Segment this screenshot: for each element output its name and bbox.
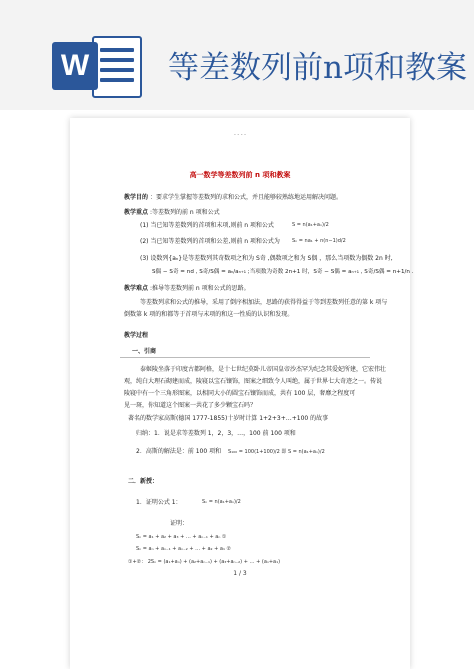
proof-formula: Sₙ = n(a₁+aₙ)/2 xyxy=(202,499,241,505)
para-1b: 倒数第 k 项的和都等于首项与末项的和这一性质的认识和发现。 xyxy=(124,311,294,318)
banner xyxy=(0,0,474,110)
item-3-relations: S偶 − S奇 = nd , S奇/S偶 = aₙ/aₙ₊₁ ;当项数为奇数 2n+1 时，S奇 − S偶 = aₙ₊₁ , S奇/S偶 = n+1/n . xyxy=(152,269,414,275)
gauss-story: 著名的数学家高斯(德国 1777-1855)十岁时计算 1+2+3+…+100 的故事 xyxy=(128,415,329,422)
goal-label: 教学目的 xyxy=(124,194,149,201)
process-label: 教学过程 xyxy=(124,332,149,339)
story-line-4: 见一斑，你知道这个图案一共花了多少颗宝石吗？ xyxy=(124,402,257,409)
header-mark: - - - - xyxy=(234,132,246,138)
page-number: 1 / 3 xyxy=(233,570,247,577)
focus-label: 教学重点 xyxy=(124,209,149,216)
proof-label: 证明： xyxy=(170,520,189,527)
word-line xyxy=(100,58,134,62)
proof-line-2: Sₙ = aₙ + aₙ₋₁ + aₙ₋₂ + … + a₂ + a₁ ② xyxy=(136,546,232,552)
focus-text: :等差数列的前 n 项和公式 xyxy=(150,209,220,216)
proof-title: 1．证明公式 1： xyxy=(136,499,182,506)
goal-text: ：要求学生掌握等差数列的求和公式，并且能够较熟练地运用解决问题。 xyxy=(150,194,343,201)
word-sheet-shape xyxy=(92,36,142,98)
para-1: 等差数列求和公式的推导，采用了倒序相加法，思路的获得得益于等到差数列任意的第 k 项与 xyxy=(140,299,388,306)
step-1: 归纳：1．说是求等差数列 1，2，3，…，100 前 100 项和 xyxy=(136,430,296,437)
difficulty-label: 教学难点 xyxy=(124,285,149,292)
new-lesson-label: 二．新授： xyxy=(128,478,159,485)
story-line-1: 泰姬陵坐落于印度古都阿格，是十七世纪莫卧儿帝国皇帝沙杰罕为纪念其爱妃所建，它宏伟壮 xyxy=(140,366,387,373)
word-logo-letter: W xyxy=(52,42,98,90)
step-2-formula: S₁₀₀ = 100(1+100)/2 即 S = n(a₁+aₙ)/2 xyxy=(228,449,325,455)
word-line xyxy=(100,78,134,82)
item-2-formula: Sₙ = na₁ + n(n−1)d/2 xyxy=(292,238,346,244)
step-2: 2．高斯的解法是：前 100 项和 xyxy=(136,448,222,455)
item-1-formula: S = n(a₁+aₙ)/2 xyxy=(292,222,329,228)
difficulty-text: :推导等差数列前 n 项和公式的思路。 xyxy=(150,285,250,292)
document-title: 高一数学等差数列前 n 项和教案 xyxy=(189,171,291,179)
proof-line-1: Sₙ = a₁ + a₂ + a₃ + … + aₙ₋₁ + aₙ ① xyxy=(136,534,227,540)
item-3: (3) 设数列{aₙ}是等差数列其奇数项之和为 S奇 ,偶数项之和为 S偶 ，那么当项数为偶数 2n 时, xyxy=(140,255,393,262)
item-2: (2) 当已知等差数列的首项和公差,则前 n 项和公式为 xyxy=(140,238,280,245)
intro-label: 一、引商 xyxy=(132,348,157,355)
proof-line-3: ①+②： 2Sₙ = (a₁+aₙ) + (a₂+aₙ₋₁) + (a₃+aₙ₋₂) + … + (aₙ+a₁) xyxy=(128,559,281,565)
divider xyxy=(120,357,370,358)
word-line xyxy=(100,68,134,72)
story-line-2: 观，纯白大理石砌建而成，陵寝以宝石镶饰，图案之细致令人叫绝，属于世界七大奇迹之一。传说 xyxy=(124,378,383,385)
story-line-3: 陵寝中有一个三角形图案，以相同大小的圆宝石镶饰而成，共有 100 层，奢靡之程度可 xyxy=(124,390,356,397)
item-1: (1) 当已知等差数列的首项和末项,则前 n 项和公式 xyxy=(140,222,274,229)
word-line xyxy=(100,48,134,52)
document-page xyxy=(70,118,414,669)
word-document-icon xyxy=(52,36,142,98)
banner-title: 等差数列前n项和教案 xyxy=(168,50,467,86)
